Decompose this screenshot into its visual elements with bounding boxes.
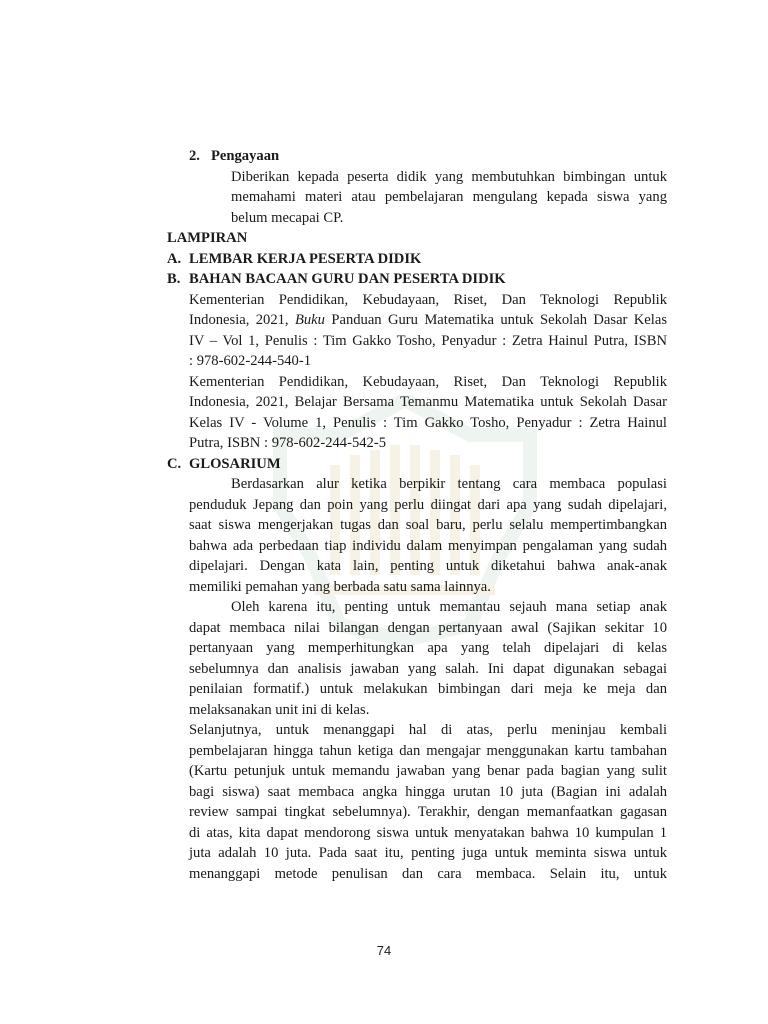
glosarium-line: saat siswa mengerjakan tugas dan soal baru, perlu selalu mempertimbangkan: [189, 517, 667, 533]
section-2-line: Diberikan kepada peserta didik yang membutuhkan bimbingan untuk: [231, 168, 667, 185]
glosarium-line: Selanjutnya, untuk menanggapi hal di atas, perlu meninjau kembali: [189, 722, 667, 738]
reference-line: Kementerian Pendidikan, Kebudayaan, Riset, Dan Teknologi Republik: [189, 373, 667, 390]
glosarium-line: Oleh karena itu, penting untuk memantau sejauh mana setiap anak: [231, 599, 667, 615]
glosarium-line: penilaian formatif.) untuk melakukan bimbingan dari meja ke meja dan: [189, 681, 667, 697]
section-number: 2.: [189, 148, 200, 164]
heading-c-label: C.: [167, 455, 182, 472]
glosarium-line: (Kartu petunjuk untuk memandu jawaban yang benar pada bagian yang sulit: [189, 763, 667, 779]
reference-line: : 978-602-244-540-1: [189, 353, 312, 369]
reference-line: Putra, ISBN : 978-602-244-542-5: [189, 435, 387, 451]
reference-line: IV – Vol 1, Penulis : Tim Gakko Tosho, Penyadur : Zetra Hainul Putra, ISBN: [189, 332, 667, 349]
glosarium-line: melaksanakan unit ini di kelas.: [189, 701, 370, 718]
glosarium-line: penduduk Jepang dan poin yang perlu diingat dari apa yang sudah dipelajari,: [189, 496, 667, 513]
heading-c-title: GLOSARIUM: [189, 455, 281, 472]
heading-a-title: LEMBAR KERJA PESERTA DIDIK: [189, 250, 422, 267]
ref-italic: Buku: [294, 312, 325, 328]
glosarium-line: pembelajaran hingga tahun ketiga dan mengajar menggunakan kartu tambahan: [189, 742, 667, 759]
page-number: 74: [376, 943, 392, 958]
glosarium-line: bagi siswa) saat membaca angka hingga urutan 10 juta (Bagian ini adalah: [189, 783, 667, 800]
heading-c: [167, 454, 667, 475]
glosarium-line: menanggapi metode penulisan dan cara membaca. Selain itu, untuk: [189, 865, 667, 882]
glosarium-line: sebelumnya dan analisis jawaban yang salah. Ini dapat digunakan sebagai: [189, 660, 667, 677]
glosarium-line: di atas, kita dapat mendorong siswa untuk menyatakan bahwa 10 kumpulan 1: [189, 824, 667, 841]
heading-a-label: A.: [167, 250, 182, 267]
ref-text: Indonesia, 2021,: [189, 312, 289, 328]
glosarium-line: memiliki pemahan yang berbada satu sama lainnya.: [189, 578, 491, 595]
section-title: Pengayaan: [211, 148, 280, 164]
reference-line: Kelas IV - Volume 1, Penulis : Tim Gakko Tosho, Penyadur : Zetra Hainul: [189, 414, 667, 431]
reference-line: Indonesia, 2021, Belajar Bersama Temanmu Matematika untuk Sekolah Dasar: [189, 394, 667, 410]
section-2-line: memahami materi atau pembelajaran mengulang kepada siswa yang: [231, 189, 667, 205]
ref-text: Panduan Guru Matematika untuk Sekolah Dasar Kelas: [331, 312, 667, 328]
glosarium-line: juta adalah 10 juta. Pada saat itu, penting juga untuk meminta siswa untuk: [189, 845, 667, 861]
lampiran-heading: LAMPIRAN: [167, 230, 248, 246]
glosarium-line: dapat membaca nilai bilangan dengan pertanyaan awal (Sajikan sekitar 10: [189, 619, 667, 636]
reference-line: Kementerian Pendidikan, Kebudayaan, Riset, Dan Teknologi Republik: [189, 291, 667, 308]
document-body: [167, 146, 667, 884]
glosarium-line: dipelajari. Dengan kata lain, penting untuk diketahui bahwa anak-anak: [189, 558, 667, 574]
glosarium-line: Berdasarkan alur ketika berpikir tentang cara membaca populasi: [231, 476, 667, 492]
heading-a: [167, 249, 667, 270]
heading-b-title: BAHAN BACAAN GURU DAN PESERTA DIDIK: [189, 271, 506, 287]
reference-line: [167, 310, 667, 331]
section-2-line: belum mecapai CP.: [231, 209, 344, 226]
glosarium-line: review sampai tingkat sebelumnya). Terakhir, dengan memanfaatkan gagasan: [189, 804, 667, 820]
section-2-heading: [167, 146, 667, 167]
glosarium-line: pertanyaan yang memperhitungkan apa yang telah dipelajari di kelas: [189, 640, 667, 656]
heading-b-label: B.: [167, 271, 181, 287]
heading-b: [167, 269, 667, 290]
glosarium-line: bahwa ada perbedaan tiap individu dalam menyimpan pengalaman yang sudah: [189, 537, 667, 554]
